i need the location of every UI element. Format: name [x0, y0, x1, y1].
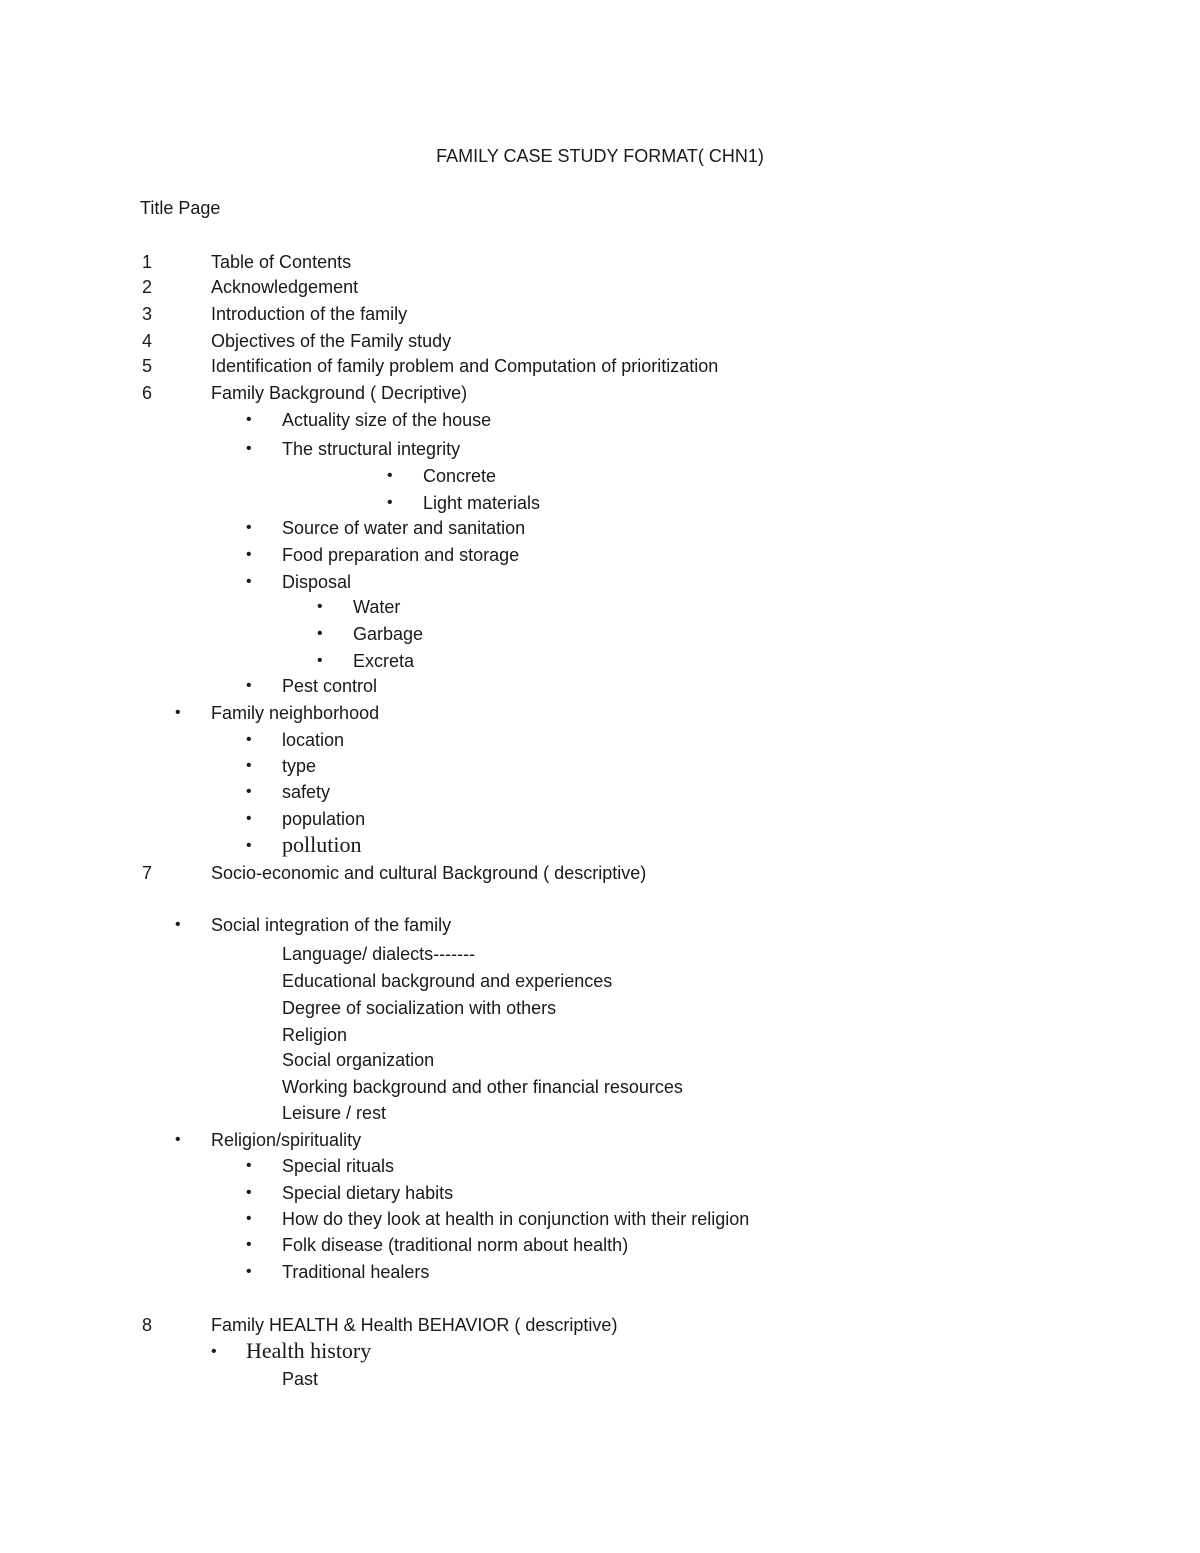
- list-item: Traditional healers: [282, 1262, 430, 1282]
- bullet-icon: •: [246, 837, 252, 854]
- item-number: 7: [142, 863, 153, 883]
- bullet-icon: •: [246, 519, 252, 536]
- list-item: type: [282, 756, 317, 776]
- bullet-icon: •: [246, 1157, 252, 1174]
- document-title: FAMILY CASE STUDY FORMAT( CHN1): [436, 146, 764, 166]
- bullet-icon: •: [246, 783, 252, 800]
- item-number: 4: [142, 331, 153, 351]
- list-item: Actuality size of the house: [282, 410, 492, 430]
- list-item: pollution: [282, 832, 362, 857]
- list-item: Family neighborhood: [211, 703, 380, 723]
- bullet-icon: •: [246, 1184, 252, 1201]
- list-item: Working background and other financial resources: [282, 1077, 683, 1097]
- item-family-background: Family Background ( Decriptive): [211, 383, 468, 403]
- item-acknowledgement: Acknowledgement: [211, 277, 359, 297]
- bullet-icon: •: [387, 494, 393, 511]
- list-item: Religion: [282, 1025, 348, 1045]
- bullet-icon: •: [175, 704, 181, 721]
- list-item: Concrete: [423, 466, 497, 486]
- bullet-icon: •: [246, 731, 252, 748]
- list-item: Health history: [246, 1338, 372, 1363]
- list-item: Past: [282, 1369, 319, 1389]
- bullet-icon: •: [211, 1343, 217, 1360]
- title-page-heading: Title Page: [140, 198, 221, 218]
- list-item: Educational background and experiences: [282, 971, 613, 991]
- list-item: Disposal: [282, 572, 352, 592]
- list-item: How do they look at health in conjunction with their religion: [282, 1209, 750, 1229]
- list-item: Degree of socialization with others: [282, 998, 557, 1018]
- bullet-icon: •: [246, 573, 252, 590]
- item-identification: Identification of family problem and Computation of prioritization: [211, 356, 719, 376]
- bullet-icon: •: [246, 677, 252, 694]
- item-socio-economic: Socio-economic and cultural Background ( descriptive): [211, 863, 647, 883]
- bullet-icon: •: [246, 1263, 252, 1280]
- item-number: 3: [142, 304, 153, 324]
- list-item: Excreta: [353, 651, 415, 671]
- bullet-icon: •: [317, 598, 323, 615]
- list-item: Social organization: [282, 1050, 435, 1070]
- list-item: The structural integrity: [282, 439, 461, 459]
- item-number: 8: [142, 1315, 153, 1335]
- bullet-icon: •: [175, 1131, 181, 1148]
- list-item: Special dietary habits: [282, 1183, 454, 1203]
- item-table-of-contents: Table of Contents: [211, 252, 352, 272]
- list-item: Light materials: [423, 493, 541, 513]
- bullet-icon: •: [246, 1236, 252, 1253]
- list-item: Special rituals: [282, 1156, 395, 1176]
- bullet-icon: •: [246, 757, 252, 774]
- bullet-icon: •: [317, 625, 323, 642]
- list-item: Folk disease (traditional norm about health): [282, 1235, 629, 1255]
- list-item: Pest control: [282, 676, 378, 696]
- list-item: Social integration of the family: [211, 915, 452, 935]
- list-item: Water: [353, 597, 401, 617]
- bullet-icon: •: [175, 916, 181, 933]
- item-number: 2: [142, 277, 153, 297]
- bullet-icon: •: [387, 467, 393, 484]
- item-number: 6: [142, 383, 153, 403]
- item-introduction: Introduction of the family: [211, 304, 408, 324]
- list-item: Language/ dialects-------: [282, 944, 476, 964]
- list-item: safety: [282, 782, 331, 802]
- list-item: Religion/spirituality: [211, 1130, 362, 1150]
- bullet-icon: •: [246, 546, 252, 563]
- list-item: Garbage: [353, 624, 424, 644]
- list-item: population: [282, 809, 366, 829]
- bullet-icon: •: [246, 1210, 252, 1227]
- bullet-icon: •: [317, 652, 323, 669]
- item-objectives: Objectives of the Family study: [211, 331, 452, 351]
- bullet-icon: •: [246, 411, 252, 428]
- list-item: Food preparation and storage: [282, 545, 520, 565]
- list-item: Source of water and sanitation: [282, 518, 526, 538]
- list-item: location: [282, 730, 345, 750]
- item-number: 5: [142, 356, 153, 376]
- item-family-health: Family HEALTH & Health BEHAVIOR ( descriptive): [211, 1315, 618, 1335]
- bullet-icon: •: [246, 810, 252, 827]
- bullet-icon: •: [246, 440, 252, 457]
- list-item: Leisure / rest: [282, 1103, 387, 1123]
- item-number: 1: [142, 252, 153, 272]
